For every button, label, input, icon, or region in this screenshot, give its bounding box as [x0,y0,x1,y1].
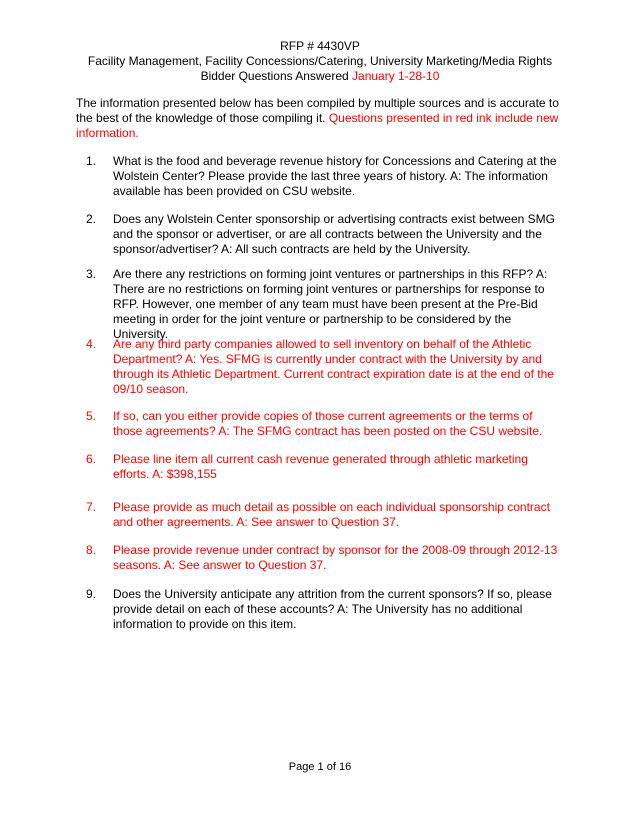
question-text: Please provide as much detail as possible on each individual sponsorship contract and other agreements. A: See answer to Question 37. [113,500,550,529]
question-text: Are any third party companies allowed to sell inventory on behalf of the Athletic Department? A: Yes. SFMG is currently under contract with the University by and through its Athletic Department. Current contract expiration date is at the end of the 09/10 season. [113,337,554,396]
page-number: Page 1 of 16 [288,761,352,773]
rfp-subtitle [0,69,640,84]
subtitle-date: January 1-28-10 [352,69,440,83]
intro-red-note: Questions presented in red ink include new information. [76,111,559,140]
document-header [0,39,640,84]
subtitle-text: Bidder Questions Answered [200,69,349,83]
question-number: 1. [86,154,97,168]
question-number: 7. [86,500,97,514]
question-text: Does any Wolstein Center sponsorship or advertising contracts exist between SMG and the sponsor or advertiser, or are all contracts between the University and the sponsor/advertiser? A: All such contracts are held by the University. [113,212,555,256]
question-number: 6. [86,452,97,466]
question-number: 2. [86,212,97,226]
question-text: Please line item all current cash revenue generated through athletic marketing efforts. A: $398,155 [113,452,528,481]
question-number: 4. [86,337,97,351]
intro-text: The information presented below has been compiled by multiple sources and is accurate to the best of the knowledge of those compiling it. [76,96,559,125]
question-text: Please provide revenue under contract by sponsor for the 2008-09 through 2012-13 seasons. A: See answer to Question 37. [113,543,558,572]
rfp-number: RFP # 4430VP [280,39,360,53]
question-number: 5. [86,409,97,423]
question-text: If so, can you either provide copies of those current agreements or the terms of those agreements? A: The SFMG contract has been posted on the CSU website. [113,409,543,438]
question-text: Are there any restrictions on forming joint ventures or partnerships in this RFP? A: There are no restrictions on forming joint ventures or partnerships for response to RFP. However, one member of any team must have been present at the Pre-Bid meeting in order for the joint venture or partnership to be considered by the University. [113,267,548,341]
question-number: 3. [86,267,97,281]
question-number: 9. [86,587,97,601]
rfp-title: Facility Management, Facility Concessions/Catering, University Marketing/Media Rights [87,54,553,68]
intro-paragraph [76,96,566,141]
question-number: 8. [86,543,97,557]
question-text: What is the food and beverage revenue history for Concessions and Catering at the Wolstein Center? Please provide the last three years of history. A: The information available has been provided on CSU website. [113,154,557,198]
question-text: Does the University anticipate any attrition from the current sponsors? If so, please provide detail on each of these accounts? A: The University has no additional information to provide on this item. [113,587,552,631]
